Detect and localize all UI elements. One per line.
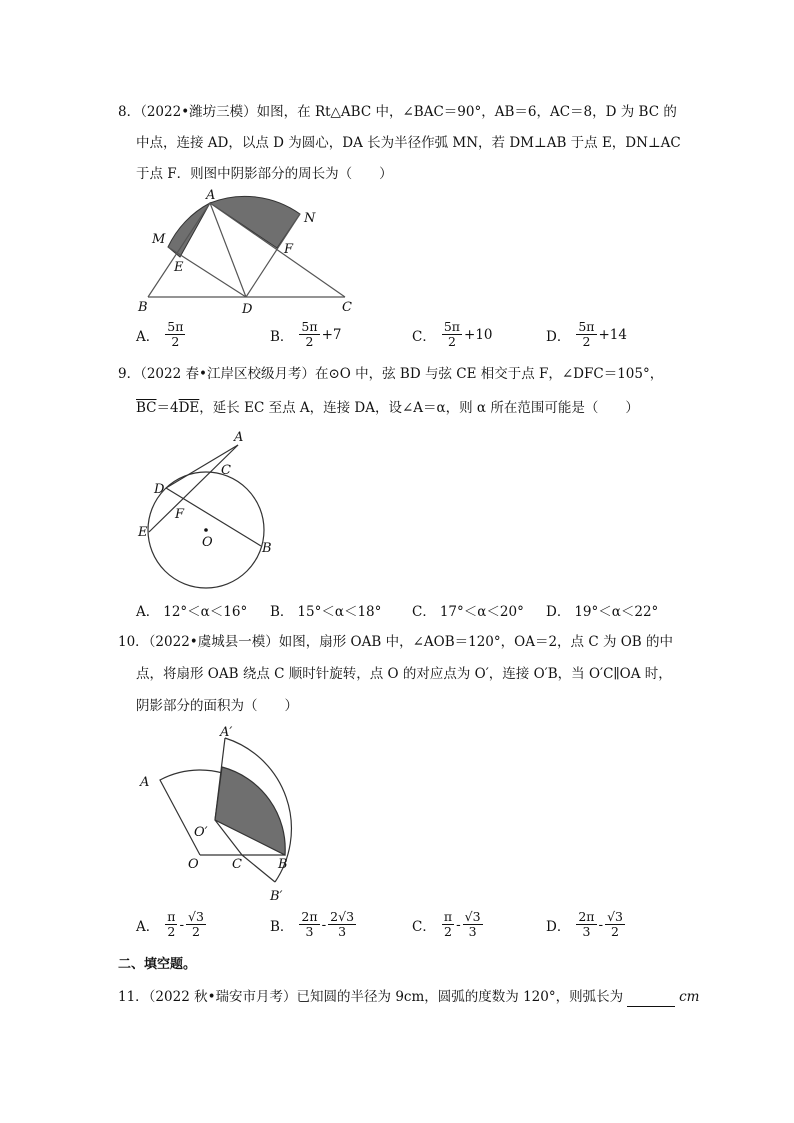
q8-line-1: 8．（2022•潍坊三模）如图，在 Rt△ABC 中，∠BAC＝90°，AB＝6，AC＝8，D 为 BC 的 [118, 104, 677, 120]
q9-option-c[interactable]: C． 17°＜α＜20° [412, 604, 524, 620]
q10-figure [130, 722, 330, 907]
q11-answer-blank[interactable] [627, 992, 675, 1007]
q9-line-2: $\overline{BC}=4\overline{DE}$，延长 EC 至点 A，连接 DA，设∠A＝α，则 α 所在范围可能是（ ） [136, 400, 639, 416]
q10-label-B: B [278, 857, 288, 872]
q9-label-E: E [138, 525, 148, 540]
q8-option-a[interactable]: A． $\frac{5\pi}{2}$ [136, 319, 184, 349]
q8-label-E: E [174, 260, 184, 275]
q8-option-c[interactable]: C． $\frac{5\pi}{2}$ +10 [412, 319, 493, 349]
q8-line-3: 于点 F．则图中阴影部分的周长为（ ） [136, 166, 393, 182]
q10-line-2: 点，将扇形 OAB 绕点 C 顺时针旋转，点 O 的对应点为 O′，连接 O′B，当 O′C∥OA 时， [136, 666, 672, 682]
q9-option-d[interactable]: D． 19°＜α＜22° [546, 604, 659, 620]
q9-option-b[interactable]: B． 15°＜α＜18° [270, 604, 382, 620]
q10-line-3: 阴影部分的面积为（ ） [136, 698, 298, 714]
q8-option-d[interactable]: D． $\frac{5\pi}{2}$ +14 [546, 319, 627, 349]
q10-shaded-region [215, 767, 285, 855]
q10-label-Op: O′ [194, 825, 208, 840]
q8-label-D: D [242, 302, 253, 317]
q10-option-b[interactable]: B． $\frac{2\pi}{3}$ - $\frac{2√3}{3}$ [270, 909, 355, 939]
q8-label-N: N [304, 211, 316, 226]
q10-option-d[interactable]: D． $\frac{2\pi}{3}$ - $\frac{√3}{2}$ [546, 909, 623, 939]
q9-arc-bc: $\overline{BC}$ [136, 400, 157, 416]
q8-label-B: B [138, 300, 148, 315]
q8-option-c-frac: $\frac{5\pi}{2}$ [443, 319, 461, 349]
q10-label-A: A [140, 775, 150, 790]
q10-label-O: O [188, 857, 199, 872]
q9-label-B: B [262, 541, 272, 556]
q10-label-C: C [232, 857, 242, 872]
q11-line: 11．（2022 秋•瑞安市月考）已知圆的半径为 9cm，圆弧的度数为 120°，则弧长为 cm [118, 989, 700, 1005]
q8-figure [130, 185, 370, 320]
q9-label-D: D [154, 482, 165, 497]
q10-label-Ap: A′ [220, 725, 233, 740]
q9-label-F: F [175, 507, 185, 522]
q8-option-d-frac: $\frac{5\pi}{2}$ [578, 319, 595, 349]
q10-label-Bp: B′ [270, 889, 283, 904]
q8-option-a-frac: $\frac{5\pi}{2}$ [167, 319, 184, 349]
q9-figure [130, 430, 290, 590]
q10-line-1: 10．（2022•虞城县一模）如图，扇形 OAB 中，∠AOB＝120°，OA＝2，点 C 为 OB 的中 [118, 634, 674, 650]
q8-label-C: C [342, 300, 352, 315]
q8-shaded-right [210, 196, 300, 248]
q8-line-2: 中点，连接 AD，以点 D 为圆心，DA 长为半径作弧 MN，若 DM⊥AB 于点 E，DN⊥AC [136, 135, 681, 151]
q9-label-O: O [202, 535, 213, 550]
q8-option-b[interactable]: B． $\frac{5\pi}{2}$ +7 [270, 319, 342, 349]
q8-option-b-frac: $\frac{5\pi}{2}$ [301, 319, 318, 349]
q8-label-F: F [284, 242, 294, 257]
q9-label-A: A [234, 430, 244, 445]
q10-option-c[interactable]: C． $\frac{\pi}{2}$ - $\frac{√3}{3}$ [412, 909, 481, 939]
q8-label-A: A [206, 188, 216, 203]
section-fill-in-heading: 二、填空题。 [118, 957, 197, 972]
q9-line-1: 9．（2022 春•江岸区校级月考）在⊙O 中，弦 BD 与弦 CE 相交于点 F，∠DFC＝105°， [118, 366, 664, 382]
q8-label-M: M [152, 232, 166, 247]
q9-arc-de: $\overline{DE}$ [178, 400, 200, 416]
q8-shaded-left [168, 203, 210, 257]
q10-option-a[interactable]: A． $\frac{\pi}{2}$ - $\frac{√3}{2}$ [136, 909, 204, 939]
q9-option-a[interactable]: A． 12°＜α＜16° [136, 604, 248, 620]
q9-label-C: C [221, 463, 231, 478]
